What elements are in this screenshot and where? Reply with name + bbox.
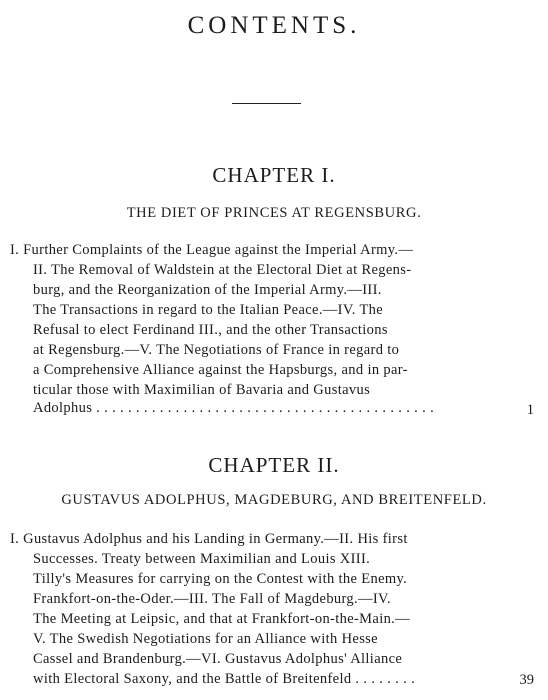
entry-line: a Comprehensive Alliance against the Hapsburgs, and in par- <box>33 362 408 378</box>
entry-line: Adolphus . . . . . . . . . . . . . . . . . . . . . . . . . . . . . . . . . . . . . . . . . . . <box>33 400 435 416</box>
entry-line: at Regensburg.—V. The Negotiations of France in regard to <box>33 342 400 358</box>
entry-line: Refusal to elect Ferdinand III., and the other Transactions <box>33 322 388 338</box>
entry-line: Frankfort-on-the-Oder.—III. The Fall of Magdeburg.—IV. <box>33 591 391 607</box>
entry-line: The Transactions in regard to the Italian Peace.—IV. The <box>33 302 384 318</box>
entry-line: Successes. Treaty between Maximilian and Louis XIII. <box>33 551 371 567</box>
entry-line: ticular those with Maximilian of Bavaria and Gustavus <box>33 382 371 398</box>
chapter-2-page-number: 39 <box>519 672 534 688</box>
entry-line: Tilly's Measures for carrying on the Contest with the Enemy. <box>33 571 408 587</box>
entry-line: I. Further Complaints of the League against the Imperial Army.— <box>10 242 414 258</box>
chapter-1-heading: CHAPTER I. <box>212 163 336 187</box>
entry-line: with Electoral Saxony, and the Battle of Breitenfeld . . . . . . . . <box>33 671 416 687</box>
entry-line: I. Gustavus Adolphus and his Landing in Germany.—II. His first <box>10 531 408 547</box>
chapter-2-heading: CHAPTER II. <box>208 453 340 477</box>
contents-title: CONTENTS. <box>187 12 361 39</box>
chapter-2-subtitle: GUSTAVUS ADOLPHUS, MAGDEBURG, AND BREITENFELD. <box>61 492 487 508</box>
title-divider <box>232 103 301 104</box>
chapter-1-subtitle: THE DIET OF PRINCES AT REGENSBURG. <box>126 205 422 221</box>
entry-line: V. The Swedish Negotiations for an Alliance with Hesse <box>33 631 378 647</box>
entry-line: burg, and the Reorganization of the Imperial Army.—III. <box>33 282 382 298</box>
entry-line: II. The Removal of Waldstein at the Electoral Diet at Regens- <box>33 262 412 278</box>
entry-line: Cassel and Brandenburg.—VI. Gustavus Adolphus' Alliance <box>33 651 403 667</box>
chapter-1-page-number: 1 <box>526 402 534 418</box>
entry-line: The Meeting at Leipsic, and that at Frankfort-on-the-Main.— <box>33 611 410 627</box>
